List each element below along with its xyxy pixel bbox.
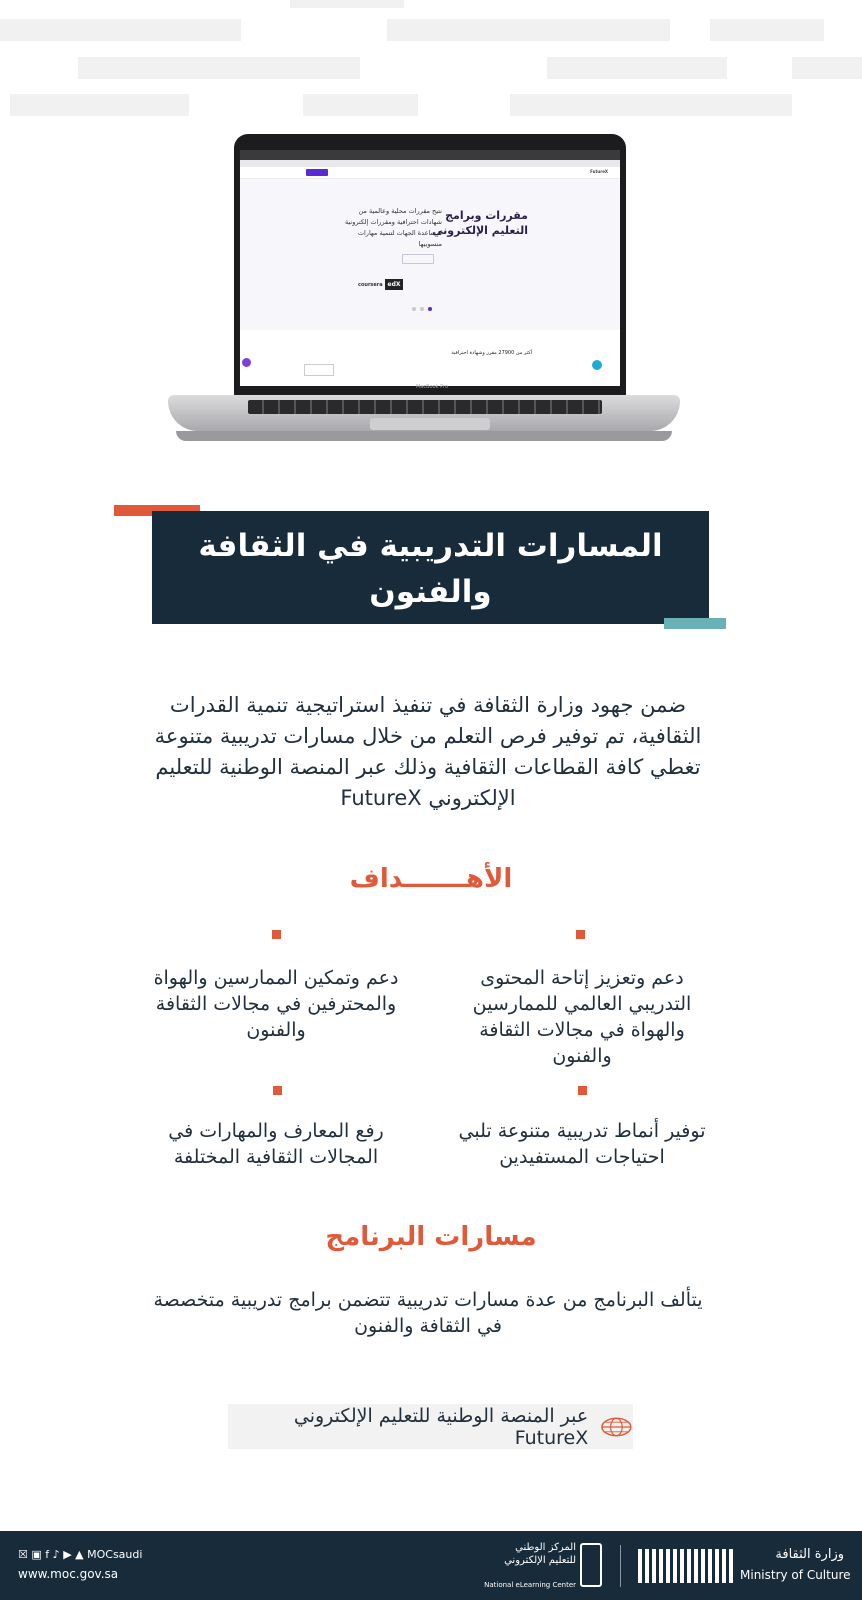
instagram-icon[interactable]: ▣ xyxy=(31,1548,42,1561)
moc-name-ar: وزارة الثقافة xyxy=(775,1547,844,1562)
nelc-name-line2: للتعليم الإلكتروني xyxy=(504,1555,576,1566)
banner-title xyxy=(152,523,709,707)
platform-label: عبر المنصة الوطنية للتعليم الإلكتروني FutureX xyxy=(293,1404,589,1449)
nelc-name-en: National eLearning Center xyxy=(484,1581,576,1589)
browser-titlebar xyxy=(240,150,620,160)
nelc-name-line1: المركز الوطني xyxy=(515,1542,576,1553)
header-decoration xyxy=(0,19,241,41)
header-decoration xyxy=(710,19,824,41)
edx-logo: edX xyxy=(385,279,403,290)
goal-item: رفع المعارف والمهارات في المجالات الثقافية المختلفة xyxy=(168,1120,384,1168)
laptop-screen xyxy=(240,150,620,386)
screen-course-count: أكثر من 27900 مقرر وشهادة احترافية xyxy=(451,350,532,356)
header-decoration xyxy=(303,94,418,116)
tracks-heading: مسارات البرنامج xyxy=(325,1222,537,1252)
banner-title-line2: عبر المنصة الوطنية للتعليم الإلكتروني xyxy=(225,620,636,702)
intro-paragraph: ضمن جهود وزارة الثقافة في تنفيذ استراتيجية تنمية القدرات الثقافية، تم توفير فرص التعلم من خلال مسارات تدريبية متنوعة تغطي كافة القطاعات الثقافية وذلك عبر المنصة الوطنية للتعليم الإلكتروني FutureX xyxy=(154,693,702,810)
screen-mini-button xyxy=(304,364,334,376)
goal-bullet xyxy=(578,1086,587,1095)
laptop-trackpad xyxy=(370,418,490,430)
accessibility-fab xyxy=(242,358,251,367)
browser-address-bar xyxy=(240,160,620,167)
goal-bullet xyxy=(576,930,585,939)
carousel-dot-active xyxy=(428,307,432,311)
header-decoration xyxy=(10,94,189,116)
social-links xyxy=(18,1548,142,1561)
carousel-dot xyxy=(412,307,416,311)
site-cta-button xyxy=(306,169,328,176)
header-decoration xyxy=(510,94,792,116)
social-handle[interactable]: MOCsaudi xyxy=(87,1548,143,1561)
moc-logo xyxy=(638,1549,736,1583)
goal-item: دعم وتمكين الممارسين والهواة والمحترفين في مجالات الثقافة والفنون xyxy=(153,967,399,1041)
nelc-name-ar xyxy=(480,1541,576,1567)
header-decoration xyxy=(387,19,670,41)
nelc-logo xyxy=(580,1543,602,1587)
facebook-icon[interactable]: f xyxy=(45,1548,50,1561)
carousel-dot xyxy=(420,307,424,311)
chat-fab xyxy=(592,360,602,370)
goals-heading: الأهـــــــداف xyxy=(349,864,513,894)
goal-bullet xyxy=(272,930,281,939)
x-icon[interactable]: ☒ xyxy=(18,1548,28,1561)
header-decoration xyxy=(290,0,404,8)
goal-bullet xyxy=(273,1086,282,1095)
header-decoration xyxy=(78,57,360,79)
site-logo: FutureX xyxy=(590,169,608,174)
globe-icon xyxy=(600,1416,633,1438)
screen-hero-title: مقررات وبرامج التعليم الإلكتروني xyxy=(432,209,528,237)
screen-hero-button xyxy=(402,254,434,264)
coursera-logo: coursera xyxy=(358,282,383,288)
youtube-icon[interactable]: ▶ xyxy=(63,1548,72,1561)
device-label: MacBook Pro xyxy=(415,384,449,390)
snapchat-icon[interactable]: ▲ xyxy=(75,1548,84,1561)
footer-divider xyxy=(620,1545,621,1587)
goal-item: دعم وتعزيز إتاحة المحتوى التدريبي العالمي للممارسين والهواة في مجالات الثقافة والفنون xyxy=(472,967,692,1067)
goal-item: توفير أنماط تدريبية متنوعة تلبي احتياجات المستفيدين xyxy=(458,1120,706,1168)
website-link[interactable]: www.moc.gov.sa xyxy=(18,1567,119,1581)
header-decoration xyxy=(792,57,862,79)
platform-callout xyxy=(228,1404,633,1449)
site-navigation xyxy=(240,167,620,179)
footer xyxy=(0,1531,862,1600)
tiktok-icon[interactable]: ♪ xyxy=(52,1548,60,1561)
banner-title-line1: المسارات التدريبية في الثقافة والفنون xyxy=(198,528,663,610)
laptop-edge xyxy=(176,431,672,441)
screen-hero-text: نتيح مقررات محلية وعالمية من شهادات احترافية ومقررات إلكترونية لمساعدة الجهات لتنمية مهارات منسوبيها xyxy=(344,207,442,248)
screen-lower-section xyxy=(240,330,620,386)
laptop-keyboard xyxy=(248,400,602,414)
moc-name-en: Ministry of Culture xyxy=(740,1568,851,1582)
tracks-paragraph: يتألف البرنامج من عدة مسارات تدريبية تتضمن برامج تدريبية متخصصة في الثقافة والفنون xyxy=(153,1289,703,1337)
header-decoration xyxy=(547,57,727,79)
